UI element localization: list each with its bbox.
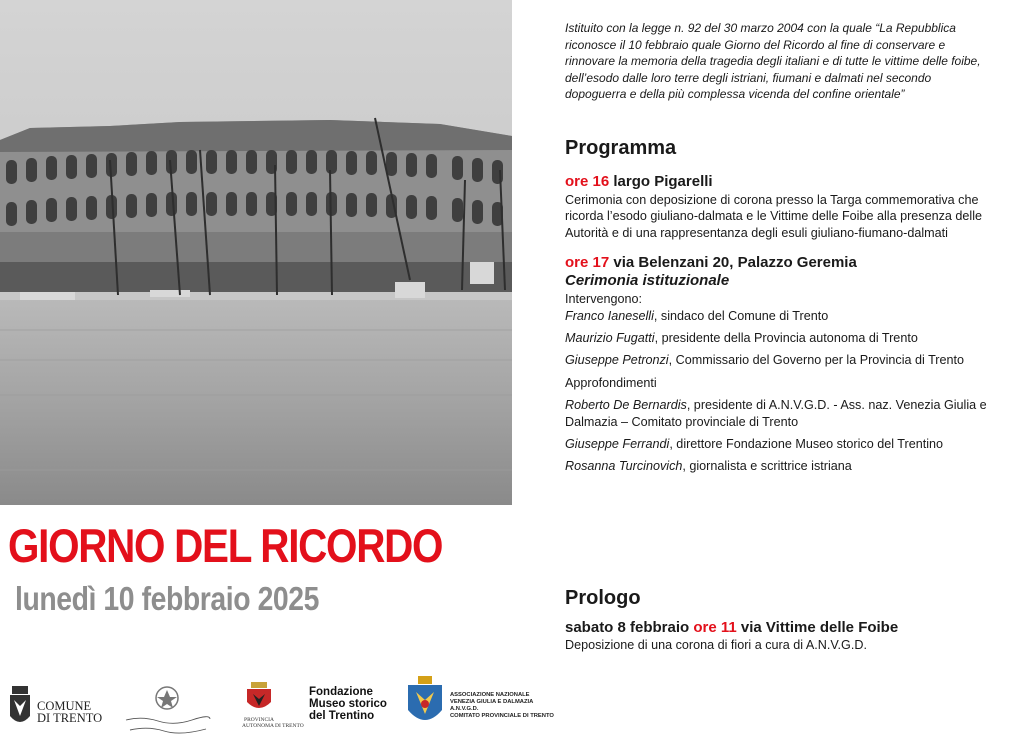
event1-time: ore 16 xyxy=(565,173,610,190)
expert-role: , presidente di A.N.V.G.D. - Ass. naz. Venezia Giulia e Dalmazia – Comitato provinciale di Trento xyxy=(565,398,987,429)
anvgd-name-2: VENEZIA GIULIA E DALMAZIA xyxy=(450,699,534,705)
museo-logo xyxy=(309,686,387,722)
museo-name-2: Museo storico xyxy=(309,698,387,710)
provincia-shield-icon xyxy=(245,682,273,712)
programma-heading: Programma xyxy=(565,137,677,159)
commissariato-logo xyxy=(122,686,212,741)
event2-time: ore 17 xyxy=(565,254,610,272)
prologo-section xyxy=(565,586,1005,653)
intro-text: Istituito con la legge n. 92 del 30 marzo 2004 con la quale “La Repubblica riconosce il 10 febbraio quale Giorno del Ricordo al fine di conservare e rinnovare la memoria della tragedia degli italiani e di tutte le vittime delle foibe, dell’esodo dalle loro terre degli istriani, fiumani e dalmati nel secondo dopoguerra e della più complessa vicenda del confine orientale” xyxy=(565,21,981,102)
logos-bar xyxy=(0,670,1024,741)
prologo-day: sabato 8 febbraio xyxy=(565,619,694,636)
comune-name-2: DI TRENTO xyxy=(37,711,103,725)
expert-name: Roberto De Bernardis xyxy=(565,398,687,413)
prologo-heading: Prologo xyxy=(565,587,641,609)
expert-item xyxy=(565,436,985,452)
speaker-item xyxy=(565,308,1005,324)
italian-emblem-icon xyxy=(122,686,212,736)
comune-logo xyxy=(8,686,103,733)
event1-description: Cerimonia con deposizione di corona presso la Targa commemorativa che ricorda l’esodo giuliano-dalmata e le Vittime delle Foibe alla presenza delle Autorità e di una rappresentanza degli esuli giuliano-fiumano-dalmati xyxy=(565,193,983,240)
provincia-name-1: PROVINCIA xyxy=(244,717,274,723)
expert-role: , giornalista e scrittrice istriana xyxy=(682,459,852,474)
speaker-name: Franco Ianeselli xyxy=(565,308,654,323)
provincia-logo xyxy=(242,682,304,729)
anvgd-logo xyxy=(406,676,554,733)
event-date: lunedì 10 febbraio 2025 xyxy=(15,580,319,617)
event2-subtitle: Cerimonia istituzionale xyxy=(565,272,730,290)
speaker-role: , presidente della Provincia autonoma di Trento xyxy=(654,331,918,346)
anvgd-name-1: ASSOCIAZIONE NAZIONALE xyxy=(450,692,530,698)
speaker-role: , Commissario del Governo per la Provincia di Trento xyxy=(668,353,964,368)
prologo-description: Deposizione di una corona di fiori a cura di A.N.V.G.D. xyxy=(565,638,867,652)
anvgd-name-4: COMITATO PROVINCIALE DI TRENTO xyxy=(450,713,554,719)
speaker-name: Maurizio Fugatti xyxy=(565,331,655,346)
provincia-name-2: AUTONOMA DI TRENTO xyxy=(242,723,304,729)
expert-role: , direttore Fondazione Museo storico del Trentino xyxy=(669,437,944,452)
event-ore-16 xyxy=(565,173,1005,241)
approfondimenti-label: Approfondimenti xyxy=(565,375,657,390)
arena-photo xyxy=(0,0,512,505)
comune-name-1: COMUNE xyxy=(37,699,92,713)
prologo-slot xyxy=(565,619,1005,637)
museo-name-1: Fondazione xyxy=(309,686,373,698)
anvgd-crest-icon xyxy=(406,676,444,728)
arena-harbor-image xyxy=(0,0,512,505)
speaker-role: , sindaco del Comune di Trento xyxy=(653,308,829,323)
event-ore-17 xyxy=(565,254,1005,475)
expert-name: Rosanna Turcinovich xyxy=(565,459,683,474)
event1-place: largo Pigarelli xyxy=(609,173,713,190)
trento-coat-of-arms-icon xyxy=(8,686,32,728)
speaker-item xyxy=(565,352,1005,368)
event2-place: via Belenzani 20, Palazzo Geremia xyxy=(609,254,857,272)
intervengono-label: Intervengono: xyxy=(565,292,643,307)
anvgd-name-3: A.N.V.G.D. xyxy=(450,706,479,712)
speaker-item xyxy=(565,330,1005,346)
prologo-place: via Vittime delle Foibe xyxy=(736,619,899,636)
expert-item xyxy=(565,397,1005,430)
expert-item xyxy=(565,458,1005,474)
speaker-name: Giuseppe Petronzi xyxy=(565,353,669,368)
museo-name-3: del Trentino xyxy=(309,710,375,722)
expert-name: Giuseppe Ferrandi xyxy=(565,437,670,452)
prologo-time: ore 11 xyxy=(693,619,737,636)
programma-section xyxy=(565,136,1005,475)
event-title: GIORNO DEL RICORDO xyxy=(8,519,443,572)
